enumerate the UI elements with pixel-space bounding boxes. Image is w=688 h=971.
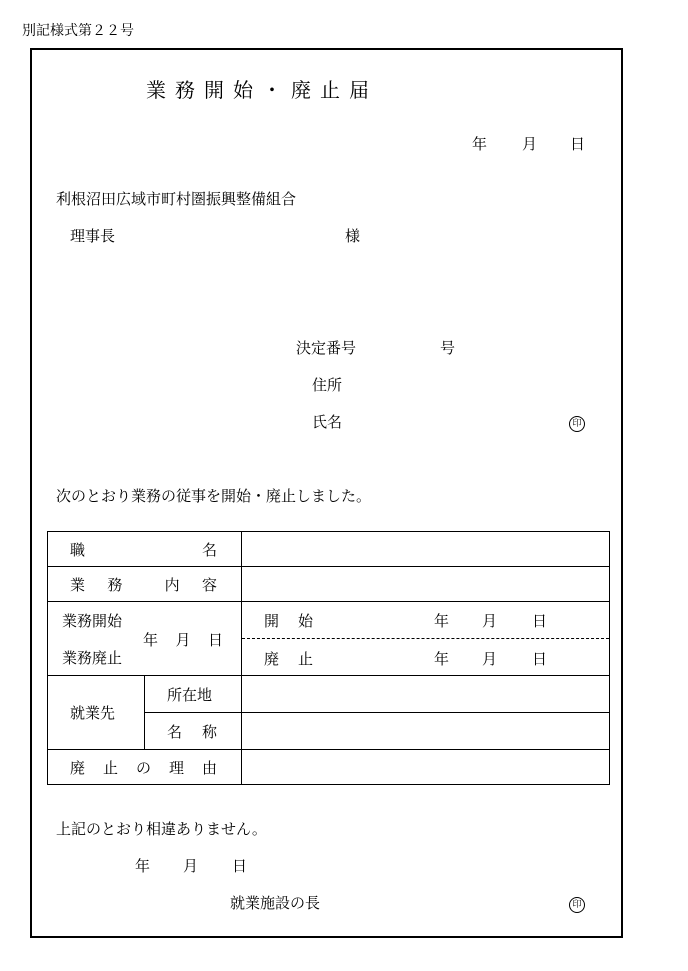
date-label-day: 日 <box>207 631 223 649</box>
job-title-label <box>48 532 242 567</box>
reason-char: 廃 <box>70 758 86 777</box>
end-year: 年 <box>434 650 450 668</box>
header-date-day: 日 <box>570 135 586 153</box>
location-label: 所在地 <box>145 676 242 713</box>
footer-date-month: 月 <box>183 857 199 875</box>
end-date-field[interactable] <box>242 639 610 676</box>
reason-char: 止 <box>102 758 118 777</box>
details-table <box>47 531 610 785</box>
end-day: 日 <box>532 650 548 668</box>
footer-date-day: 日 <box>232 857 248 875</box>
decision-number-suffix: 号 <box>440 339 456 357</box>
form-number-label: 別記様式第２２号 <box>22 23 134 39</box>
reason-label <box>48 750 242 785</box>
footer-date-year: 年 <box>135 857 151 875</box>
facility-head-label: 就業施設の長 <box>230 894 321 912</box>
work-content-char: 務 <box>107 575 123 594</box>
workplace-name-char: 称 <box>201 722 217 741</box>
intro-text: 次のとおり業務の従事を開始・廃止しました。 <box>56 487 372 505</box>
end-char: 止 <box>298 650 314 668</box>
location-field[interactable] <box>242 676 610 713</box>
work-content-char: 業 <box>70 575 86 594</box>
work-start-label: 業務開始 <box>62 612 123 630</box>
reason-char: の <box>135 758 151 777</box>
form-title: 業務開始・廃止届 <box>146 78 378 102</box>
start-char: 始 <box>298 612 314 630</box>
table-row <box>48 676 610 713</box>
facility-seal-mark: 印 <box>569 897 585 913</box>
job-title-char: 名 <box>201 540 217 559</box>
workplace-name-field[interactable] <box>242 713 610 750</box>
reason-field[interactable] <box>242 750 610 785</box>
table-row <box>48 532 610 567</box>
start-char: 開 <box>264 612 280 630</box>
job-title-field[interactable] <box>242 532 610 567</box>
reason-char: 理 <box>168 758 184 777</box>
confirmation-text: 上記のとおり相違ありません。 <box>56 820 267 838</box>
end-char: 廃 <box>264 650 280 668</box>
start-date-field[interactable] <box>242 602 610 639</box>
address-label: 住所 <box>312 376 343 394</box>
reason-char: 由 <box>201 758 217 777</box>
workplace-label: 就業先 <box>48 676 145 750</box>
work-content-label <box>48 567 242 602</box>
name-label: 氏名 <box>312 413 343 431</box>
start-year: 年 <box>434 612 450 630</box>
date-label-year: 年 <box>143 631 159 649</box>
addressee-organization: 利根沼田広域市町村圏振興整備組合 <box>56 190 297 208</box>
start-end-label <box>48 602 242 676</box>
workplace-name-label <box>145 713 242 750</box>
header-date-year: 年 <box>472 135 488 153</box>
start-month: 月 <box>482 612 498 630</box>
work-end-label: 業務廃止 <box>62 649 123 667</box>
job-title-char: 職 <box>70 540 86 559</box>
work-content-char: 内 <box>164 575 180 594</box>
workplace-name-char: 名 <box>167 722 183 741</box>
addressee-position: 理事長 <box>70 227 116 245</box>
applicant-seal-mark: 印 <box>569 416 585 432</box>
date-label-month: 月 <box>175 631 191 649</box>
work-content-field[interactable] <box>242 567 610 602</box>
end-month: 月 <box>482 650 498 668</box>
decision-number-label: 決定番号 <box>296 339 357 357</box>
start-day: 日 <box>532 612 548 630</box>
addressee-honorific: 様 <box>345 227 361 245</box>
work-content-char: 容 <box>201 575 217 594</box>
table-row <box>48 567 610 602</box>
header-date-month: 月 <box>522 135 538 153</box>
table-row <box>48 750 610 785</box>
table-row <box>48 602 610 639</box>
